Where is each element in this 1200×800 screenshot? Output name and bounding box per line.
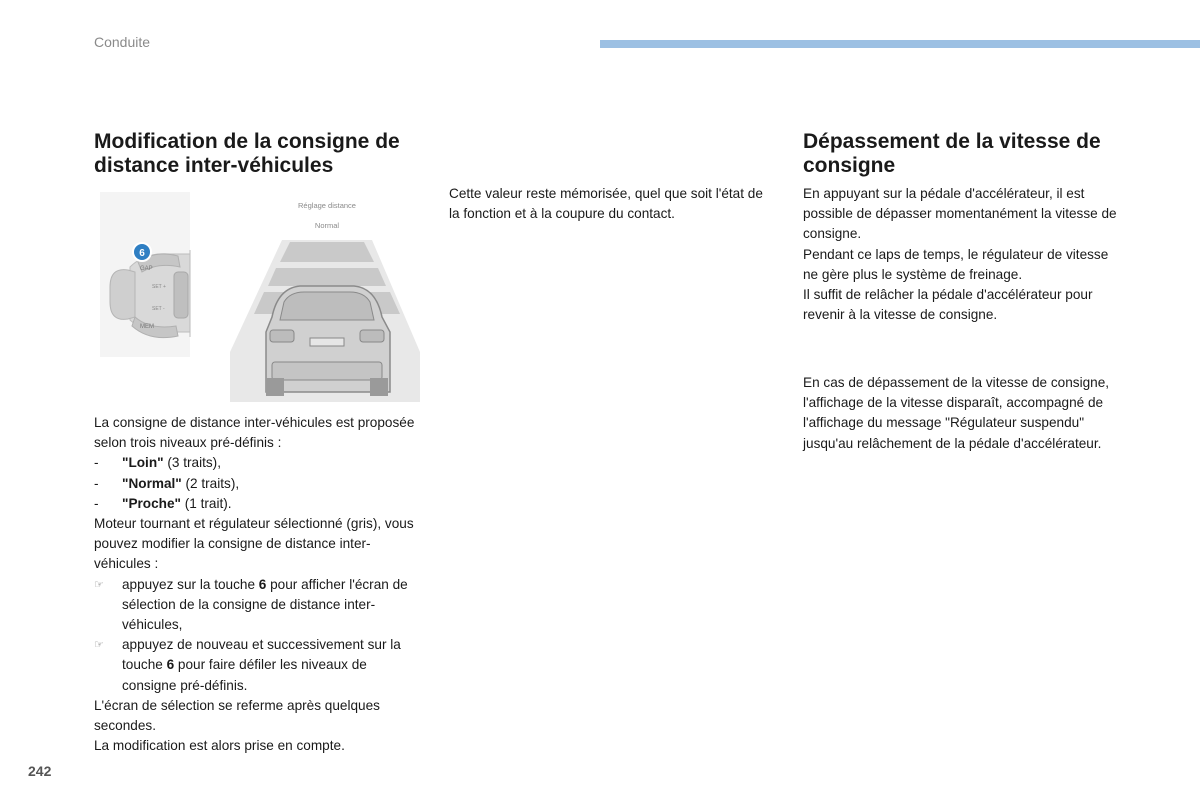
list-item: - "Proche" (1 trait).	[94, 495, 232, 511]
list-item: - "Loin" (3 traits),	[94, 455, 221, 471]
cruise-control-stalk-icon	[100, 192, 190, 357]
engine-condition-text: Moteur tournant et régulateur sélectionné (gris), vous pouvez modifier la consigne de distance inter-véhicules :	[94, 516, 414, 572]
action-step: ☞ appuyez de nouveau et successivement sur la touche 6 pour faire défiler les niveaux de consigne pré-définis.	[94, 635, 424, 696]
action-step: ☞ appuyez sur la touche 6 pour afficher l'écran de sélection de la consigne de distance inter-véhicules,	[94, 575, 424, 636]
section-title-overspeed: Dépassement de la vitesse de consigne	[803, 130, 1101, 177]
section-label: Conduite	[94, 34, 151, 50]
page-number: 242	[28, 763, 52, 779]
hand-pointer-icon: ☞	[94, 639, 104, 652]
section-title-distance: Modification de la consigne de distance inter-véhicules	[94, 130, 400, 177]
mem-label: MEM	[140, 324, 154, 330]
set-minus-label: SET -	[152, 306, 165, 312]
overspeed-display-text: En cas de dépassement de la vitesse de consigne, l'affichage de la vitesse disparaît, accompagné de l'affichage du message "Régulateur suspendu" jusqu'au relâchement de la pédale d'accélérateur.	[803, 375, 1110, 451]
distance-setting-illustration	[100, 192, 422, 402]
screen-title: Réglage distance	[298, 201, 356, 210]
button-number: 6	[139, 248, 145, 259]
overspeed-text: En appuyant sur la pédale d'accélérateur, il est possible de dépasser momentanément la vitesse de consigne. Pendant ce laps de temps, le régulateur de vitesse ne gère plus le système de freinage. Il suffit de relâcher la pédale d'accélérateur pour revenir à la vitesse de consigne.	[803, 186, 1117, 323]
distance-bar-2	[268, 268, 386, 286]
car-rear-icon	[266, 286, 390, 396]
distance-instructions	[94, 413, 424, 756]
gap-label: GAP	[140, 266, 153, 272]
gap-button-badge	[133, 243, 151, 261]
closing-text: La modification est alors prise en compte.	[94, 738, 345, 754]
closing-text: L'écran de sélection se referme après quelques secondes.	[94, 697, 380, 734]
set-plus-label: SET +	[152, 284, 166, 290]
levels-intro: La consigne de distance inter-véhicules est proposée selon trois niveaux pré-définis :	[94, 415, 415, 451]
distance-bar-1	[280, 242, 374, 262]
list-item: - "Normal" (2 traits),	[94, 475, 240, 491]
hand-pointer-icon: ☞	[94, 578, 104, 591]
header-accent-bar	[600, 40, 1200, 48]
screen-value: Normal	[314, 221, 340, 230]
distance-display-screen	[228, 192, 422, 402]
memorised-note: Cette valeur reste mémorisée, quel que soit l'état de la fonction et à la coupure du contact.	[449, 186, 763, 222]
